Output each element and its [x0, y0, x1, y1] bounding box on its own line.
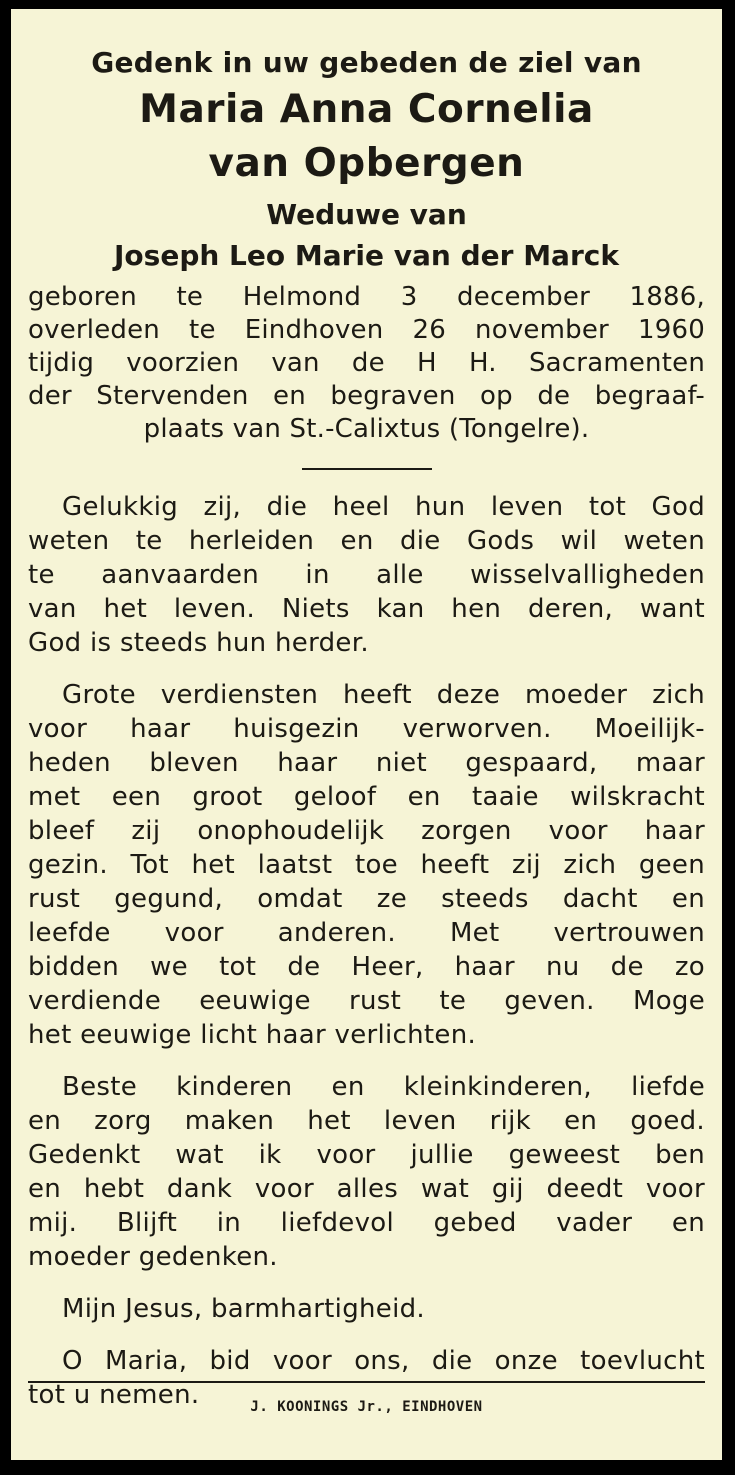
paragraph-line: Mijn Jesus, barmhartigheid.	[62, 1294, 425, 1324]
life-info-line: plaats van St.-Calixtus (Tongelre).	[143, 414, 590, 444]
footer-divider	[28, 1381, 705, 1383]
paragraph-line: rust gegund, omdat ze steeds dacht en	[28, 884, 705, 914]
paragraph-line: Gedenkt wat ik voor jullie geweest ben	[28, 1140, 705, 1170]
paragraph	[28, 490, 705, 660]
deceased-name-line1: Maria Anna Cornelia	[139, 87, 594, 132]
paragraph-line: het eeuwige licht haar verlichten.	[28, 1020, 477, 1050]
life-info-line: overleden te Eindhoven 26 november 1960	[28, 315, 705, 345]
memorial-card	[11, 9, 722, 1460]
paragraph-line: en zorg maken het leven rijk en goed.	[28, 1106, 705, 1136]
card-body	[11, 490, 722, 1412]
paragraph-line: moeder gedenken.	[28, 1242, 278, 1272]
paragraph-line: leefde voor anderen. Met vertrouwen	[28, 918, 705, 948]
paragraph-line: bidden we tot de Heer, haar nu de zo	[28, 952, 705, 982]
paragraph-line: O Maria, bid voor ons, die onze toevlucht	[62, 1346, 705, 1376]
paragraph-line: voor haar huisgezin verworven. Moeilijk-	[28, 714, 705, 744]
paragraph-line: en hebt dank voor alles wat gij deedt voor	[28, 1174, 705, 1204]
paragraph	[28, 678, 705, 1052]
paragraph-line: tot u nemen.	[28, 1380, 200, 1410]
paragraph	[28, 1070, 705, 1274]
paragraph-line: gezin. Tot het laatst toe heeft zij zich geen	[28, 850, 705, 880]
paragraph-line: bleef zij onophoudelijk zorgen voor haar	[28, 816, 705, 846]
husband-name: Joseph Leo Marie van der Marck	[114, 239, 619, 272]
paragraph-line: Beste kinderen en kleinkinderen, liefde	[62, 1072, 705, 1102]
paragraph-line: van het leven. Niets kan hen deren, want	[28, 594, 705, 624]
paragraph-line: Gelukkig zij, die heel hun leven tot God	[62, 492, 705, 522]
intro-line: Gedenk in uw gebeden de ziel van	[91, 46, 642, 79]
widow-of-label: Weduwe van	[266, 198, 467, 231]
card-header	[11, 9, 722, 277]
paragraph	[28, 1292, 705, 1326]
section-divider	[302, 468, 432, 470]
paragraph-line: weten te herleiden en die Gods wil weten	[28, 526, 705, 556]
paragraph-line: te aanvaarden in alle wisselvalligheden	[28, 560, 705, 590]
life-info	[11, 281, 722, 446]
paragraph-line: verdiende eeuwige rust te geven. Moge	[28, 986, 705, 1016]
life-info-line: der Stervenden en begraven op de begraaf-	[28, 381, 705, 411]
paragraph-line: met een groot geloof en taaie wilskracht	[28, 782, 705, 812]
deceased-name-line2: van Opbergen	[208, 141, 525, 186]
paragraph-line: heden bleven haar niet gespaard, maar	[28, 748, 705, 778]
life-info-line: tijdig voorzien van de H H. Sacramenten	[28, 348, 705, 378]
printer-imprint: J. KOONINGS Jr., EINDHOVEN	[250, 1399, 483, 1415]
paragraph-line: mij. Blijft in liefdevol gebed vader en	[28, 1208, 705, 1238]
paragraph-line: God is steeds hun herder.	[28, 628, 369, 658]
life-info-line: geboren te Helmond 3 december 1886,	[28, 282, 705, 312]
paragraph-line: Grote verdiensten heeft deze moeder zich	[62, 680, 705, 710]
